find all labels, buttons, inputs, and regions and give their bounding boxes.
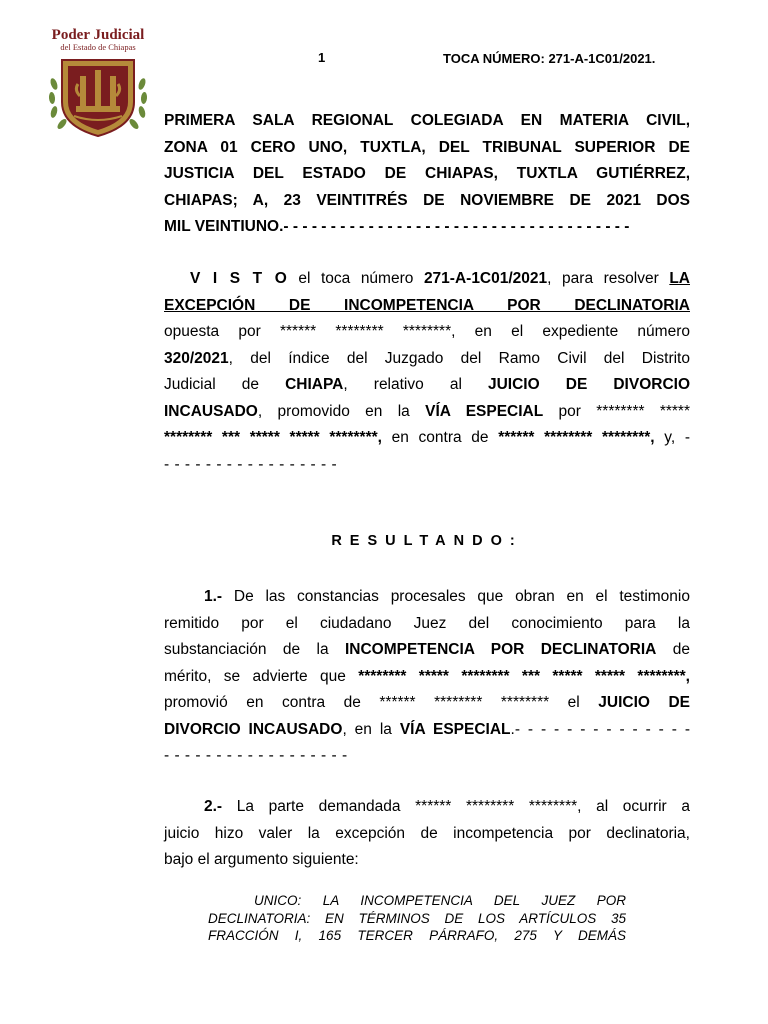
text-span: promovió en contra de ****** ******** ******** el — [164, 694, 599, 711]
text-span: De las constancias procesales que obran en el testimonio — [222, 588, 690, 605]
visto-line — [164, 346, 690, 373]
page-number: 1 — [318, 50, 326, 65]
text-span: La parte demandada ****** ******** ********, al ocurrir a — [222, 798, 690, 815]
visto-line: - - - - - - - - - - - - - - - - - — [164, 455, 338, 473]
heading-paragraph — [164, 108, 690, 241]
underlined-text: LA — [669, 270, 690, 287]
district-name: CHIAPA — [285, 376, 344, 393]
text-span: Judicial de — [164, 376, 286, 393]
heading-line: ZONA 01 CERO UNO, TUXTLA, DEL TRIBUNAL SUPERIOR DE — [164, 138, 690, 156]
redacted-name: ******** ***** ******** *** ***** ***** ********, — [358, 667, 690, 685]
redacted-name: ****** ******** ********, — [498, 429, 655, 446]
paragraph-2 — [164, 794, 690, 874]
quote-line: DECLINATORIA: EN TÉRMINOS DE LOS ARTÍCULOS 35 — [208, 910, 626, 926]
text-span: , en la — [342, 720, 400, 738]
resultando-heading: RESULTANDO: — [331, 533, 523, 549]
bold-text: DIVORCIO INCAUSADO — [164, 720, 343, 738]
paragraph-line: bajo el argumento siguiente: — [164, 851, 359, 868]
visto-line — [164, 266, 690, 293]
redacted-name: ******** *** ***** ***** ********, — [164, 429, 382, 446]
visto-line: EXCEPCIÓN DE INCOMPETENCIA POR DECLINATORIA — [164, 296, 690, 314]
paragraph-1 — [164, 584, 690, 770]
text-span: el toca número — [287, 270, 424, 287]
text-span: , promovido en la — [257, 402, 426, 420]
visto-line — [164, 372, 690, 399]
quote-line: UNICO: LA INCOMPETENCIA DEL JUEZ POR — [254, 893, 626, 908]
text-span: .- - - - - - - - - - - - - - — [510, 720, 691, 738]
quote-line: FRACCIÓN I, 165 TERCER PÁRRAFO, 275 Y DEMÁS — [208, 928, 626, 943]
paragraph-line — [164, 584, 690, 611]
heading-line: CHIAPAS; A, 23 VEINTITRÉS DE NOVIEMBRE DE 2021 DOS — [164, 191, 690, 209]
text-span: , del índice del Juzgado del Ramo Civil del Distrito — [228, 349, 690, 367]
heading-line: PRIMERA SALA REGIONAL COLEGIADA EN MATERIA CIVIL, — [164, 112, 690, 129]
visto-line — [164, 425, 690, 452]
toca-number: TOCA NÚMERO: 271-A-1C01/2021. — [443, 51, 656, 66]
paragraph-line — [164, 637, 690, 664]
visto-label: V I S T O — [190, 270, 288, 287]
bold-text: JUICIO DE — [598, 694, 690, 711]
text-span: y, - — [654, 429, 690, 446]
paragraph-line — [164, 690, 690, 717]
paragraph-line — [164, 664, 690, 691]
via-type: VÍA ESPECIAL — [425, 402, 544, 420]
text-span: en contra de — [381, 429, 499, 446]
bold-text: INCOMPETENCIA POR DECLINATORIA — [344, 641, 657, 658]
paragraph-number: 2.- — [204, 798, 223, 815]
paragraph-line: juicio hizo valer la excepción de incompetencia por declinatoria, — [164, 824, 690, 842]
text-span: , relativo al — [343, 376, 488, 393]
text-span: substanciación de la — [164, 641, 345, 658]
juicio-type: JUICIO DE DIVORCIO — [487, 376, 691, 393]
text-span: de — [656, 641, 690, 658]
toca-ref: 271-A-1C01/2021 — [423, 270, 548, 287]
logo-subtitle: del Estado de Chiapas — [60, 42, 136, 52]
visto-line — [164, 399, 690, 426]
logo-title: Poder Judicial — [51, 27, 145, 43]
coat-of-arms-icon — [44, 54, 152, 140]
text-span: por ******** ***** — [543, 402, 690, 420]
juicio-type: INCAUSADO — [164, 402, 258, 420]
paragraph-line: remitido por el ciudadano Juez del conocimiento para la — [164, 614, 690, 632]
paragraph-line — [164, 717, 690, 744]
paragraph-number: 1.- — [204, 588, 223, 605]
visto-line: opuesta por ****** ******** ********, en el expediente número — [164, 323, 690, 340]
bold-text: VÍA ESPECIAL — [399, 720, 511, 738]
heading-line: MIL VEINTIUNO.- - - - - - - - - - - - - - - - - - - - - - - - - - - - - - - - - - - - - — [164, 218, 630, 235]
quoted-argument — [208, 892, 626, 945]
expediente-number: 320/2021 — [164, 349, 229, 367]
text-span: , para resolver — [547, 270, 670, 287]
visto-paragraph — [164, 266, 690, 478]
heading-line: JUSTICIA DEL ESTADO DE CHIAPAS, TUXTLA GUTIÉRREZ, — [164, 165, 690, 182]
text-span: mérito, se advierte que — [164, 667, 359, 685]
paragraph-line: - - - - - - - - - - - - - - - - - - — [164, 747, 348, 764]
paragraph-line — [164, 794, 690, 821]
